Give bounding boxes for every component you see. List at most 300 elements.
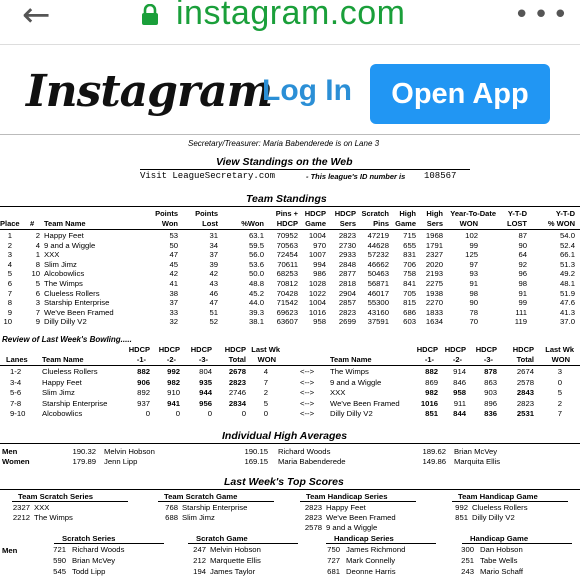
header-ytd-lost: LOST — [507, 219, 527, 228]
review-vs: <--> — [300, 398, 315, 408]
standings-cell: 2699 — [338, 317, 356, 327]
standings-cell: 45 — [169, 259, 178, 269]
team-scratch-series-score: 2327 — [12, 503, 30, 512]
standings-cell: 70952 — [276, 231, 298, 240]
review-won-b: 5 — [557, 388, 562, 398]
standings-cell: 93 — [469, 269, 478, 279]
lock-icon — [140, 4, 160, 26]
standings-cell: 7 — [35, 307, 40, 317]
header-hdcp-game-top: HDCP — [304, 209, 326, 218]
review-team-b: XXX — [330, 388, 346, 398]
review-header-g2-a: -2- — [166, 355, 176, 364]
standings-cell: 1028 — [308, 279, 326, 288]
standings-cell: 70 — [469, 317, 478, 327]
review-score-a: 882 — [137, 367, 150, 376]
standings-cell: 2933 — [338, 250, 356, 260]
review-won-b: 0 — [557, 377, 562, 387]
standings-cell: 10 — [31, 269, 40, 279]
team-hdcp-series-score: 2578 — [304, 523, 322, 532]
standings-cell: 44628 — [367, 240, 389, 250]
standings-cell: 9 — [35, 317, 40, 327]
average-bowler-name: Richard Woods — [278, 447, 331, 456]
standings-cell: 1634 — [425, 317, 443, 327]
standings-cell: 51.3 — [560, 259, 575, 269]
review-team-a: Starship Enterprise — [42, 398, 108, 408]
standings-cell: 2848 — [338, 259, 356, 269]
review-team-b: Dilly Dilly V2 — [330, 409, 373, 419]
standings-cell: 815 — [403, 298, 416, 308]
standings-cell: 8 — [35, 259, 40, 269]
open-app-button[interactable]: Open App — [370, 64, 550, 124]
review-won-a: 0 — [263, 409, 268, 419]
header-ytd-top: Year-To-Date — [450, 209, 496, 218]
review-score-b: 878 — [484, 367, 497, 376]
standings-cell: 41.3 — [560, 307, 575, 317]
team-hdcp-game-score: 992 — [455, 503, 468, 512]
standings-cell: 69623 — [276, 307, 298, 317]
login-button[interactable]: Log In — [262, 74, 352, 107]
header-points-lost-top: Points — [195, 209, 218, 218]
standings-cell: 2818 — [338, 279, 356, 288]
review-score-b: 914 — [453, 367, 466, 376]
averages-women-label: Women — [2, 457, 30, 466]
standings-cell: 655 — [403, 240, 416, 250]
men-scratch-game-title: Scratch Game — [196, 534, 248, 543]
review-header-hdcp3-b: HDCP — [475, 345, 497, 354]
men-hdcp-game-score: 251 — [461, 556, 474, 565]
average-value: 149.86 — [422, 457, 446, 466]
standings-cell: 52 — [209, 317, 218, 327]
standings-cell: 8 — [7, 298, 12, 308]
review-score-b: 2843 — [516, 388, 534, 398]
standings-cell: 70428 — [276, 288, 298, 298]
standings-cell: 48.8 — [249, 279, 264, 288]
review-score-b: 2674 — [516, 367, 534, 376]
header-hdcp-sers-top: HDCP — [334, 209, 356, 218]
standings-cell: 111 — [515, 307, 527, 317]
standings-cell: 71542 — [276, 298, 298, 308]
standings-cell: 51 — [209, 307, 218, 317]
standings-cell: 2 — [35, 231, 40, 240]
review-header-rule — [0, 365, 580, 366]
review-score-a: 0 — [145, 409, 150, 419]
standings-cell: 1016 — [308, 307, 326, 317]
review-score-b: 836 — [484, 409, 497, 419]
men-hdcp-series-name: James Richmond — [346, 545, 406, 554]
standings-cell: 5 — [35, 279, 40, 288]
review-score-a: 0 — [241, 409, 246, 419]
review-vs: <--> — [300, 409, 315, 419]
team-hdcp-game-score: 851 — [455, 513, 468, 522]
team-scratch-game-title: Team Scratch Game — [164, 492, 238, 501]
standings-cell: 3 — [35, 298, 40, 308]
standings-cell: 125 — [465, 250, 478, 260]
standings-cell: 34 — [209, 240, 218, 250]
standings-team-name: XXX — [44, 250, 60, 260]
standings-cell: 46662 — [367, 259, 389, 269]
review-header-hdcp3-a: HDCP — [190, 345, 212, 354]
standings-cell: 10 — [3, 317, 12, 327]
men-hdcp-game-name: Tabe Wells — [480, 556, 518, 565]
standings-team-name: The Wimps — [44, 279, 83, 288]
review-score-a: 0 — [175, 409, 180, 419]
review-vs: <--> — [300, 367, 315, 376]
standings-cell: 59.5 — [249, 240, 264, 250]
review-score-a: 992 — [167, 367, 180, 376]
review-score-a: 2834 — [228, 398, 246, 408]
standings-cell: 38.1 — [249, 317, 264, 327]
review-score-a: 910 — [167, 388, 180, 398]
standings-cell: 7 — [7, 288, 12, 298]
men-scratch-series-name: Todd Lipp — [72, 567, 106, 576]
standings-cell: 47219 — [367, 231, 389, 240]
standings-cell: 1004 — [308, 231, 326, 240]
review-team-a: Clueless Rollers — [42, 367, 98, 376]
standings-cell: 70812 — [276, 279, 298, 288]
review-score-b: 869 — [425, 377, 438, 387]
standings-cell: 55300 — [367, 298, 389, 308]
standings-cell: 47 — [169, 250, 178, 260]
top-men-label: Men — [2, 546, 18, 555]
standings-cell: 2327 — [425, 250, 443, 260]
standings-cell: 2904 — [338, 288, 356, 298]
document-top-border — [0, 134, 580, 135]
standings-cell: 68253 — [276, 269, 298, 279]
review-score-a: 892 — [137, 388, 150, 398]
standings-cell: 705 — [403, 288, 416, 298]
standings-cell: 50463 — [367, 269, 389, 279]
standings-cell: 48.1 — [560, 279, 575, 288]
average-value: 169.15 — [244, 457, 268, 466]
standings-cell: 47.6 — [560, 298, 575, 308]
review-score-b: 896 — [484, 398, 497, 408]
review-header-hdcp1-b: HDCP — [416, 345, 438, 354]
team-scratch-game-score: 768 — [165, 503, 178, 512]
header-pct-won: %Won — [241, 219, 264, 228]
review-score-b: 911 — [453, 398, 466, 408]
review-header-g1-b: -1- — [424, 355, 434, 364]
header-points-won: Won — [161, 219, 178, 228]
standings-cell: 3 — [7, 250, 12, 260]
review-score-b: 1016 — [420, 398, 438, 408]
average-bowler-name: Marquita Ellis — [454, 457, 501, 466]
men-hdcp-game-name: Dan Hobson — [480, 545, 523, 554]
standings-cell: 39.3 — [249, 307, 264, 317]
averages-title: Individual High Averages — [222, 430, 348, 442]
team-scratch-series-name: XXX — [34, 503, 50, 512]
standings-cell: 6 — [7, 279, 12, 288]
team-hdcp-game-name: Dilly Dilly V2 — [472, 513, 515, 522]
men-hdcp-game-name: Mario Schaff — [480, 567, 524, 576]
review-header-total-b: Total — [516, 355, 534, 364]
standings-cell: 99 — [518, 298, 527, 308]
review-score-b: 982 — [425, 388, 438, 398]
standings-cell: 2020 — [425, 259, 443, 269]
average-bowler-name: Jenn Lipp — [104, 457, 138, 466]
standings-cell: 31 — [209, 231, 218, 240]
review-score-a: 935 — [199, 377, 212, 387]
browser-url-bar — [0, 0, 580, 36]
review-score-b: 2823 — [516, 398, 534, 408]
standings-cell: 63.1 — [249, 231, 264, 240]
review-lanes: 9-10 — [10, 409, 26, 419]
standings-cell: 38 — [169, 288, 178, 298]
review-lanes: 3-4 — [10, 377, 22, 387]
standings-cell: 986 — [313, 269, 326, 279]
review-lanes: 5-6 — [10, 388, 22, 398]
men-hdcp-game-title: Handicap Game — [470, 534, 529, 543]
standings-cell: 56871 — [367, 279, 389, 288]
review-score-a: 944 — [199, 388, 212, 398]
standings-cell: 53.6 — [249, 259, 264, 269]
standings-cell: 46 — [209, 288, 218, 298]
men-hdcp-game-rule — [462, 543, 572, 544]
average-bowler-name: Maria Babenderede — [278, 457, 346, 466]
standings-cell: 37591 — [367, 317, 389, 327]
standings-cell: 706 — [403, 259, 416, 269]
men-scratch-game-rule — [188, 543, 298, 544]
standings-cell: 49.2 — [560, 269, 575, 279]
standings-cell: 54.0 — [560, 231, 575, 240]
men-scratch-series-rule — [54, 543, 164, 544]
average-value: 190.32 — [72, 447, 96, 456]
standings-cell: 37 — [209, 250, 218, 260]
visit-text: Visit LeagueSecretary.com — [140, 171, 276, 181]
men-scratch-game-name: Melvin Hobson — [210, 545, 261, 554]
review-score-b: 851 — [425, 409, 438, 419]
standings-cell: 2730 — [338, 240, 356, 250]
standings-cell: 1833 — [425, 307, 443, 317]
review-team-a: Slim Jimz — [42, 388, 75, 398]
standings-cell: 98 — [469, 288, 478, 298]
review-header-team-b: Team Name — [330, 355, 372, 364]
league-id: 108567 — [424, 171, 457, 181]
review-score-b: 846 — [453, 377, 466, 387]
standings-cell: 42 — [209, 269, 218, 279]
standings-cell: 53 — [169, 231, 178, 240]
review-team-b: The Wimps — [330, 367, 369, 376]
team-standings-title: Team Standings — [246, 193, 327, 205]
standings-cell: 2193 — [425, 269, 443, 279]
standings-cell: 4 — [35, 240, 40, 250]
team-hdcp-series-rule — [300, 501, 416, 502]
standings-cell: 51.9 — [560, 288, 575, 298]
men-hdcp-series-score: 727 — [327, 556, 340, 565]
team-scratch-series-name: The Wimps — [34, 513, 73, 522]
header-scratch-top: Scratch — [361, 209, 389, 218]
header-ytd-lost-top: Y-T-D — [507, 209, 527, 218]
standings-cell: 2270 — [425, 298, 443, 308]
standings-cell: 686 — [403, 307, 416, 317]
review-score-b: 958 — [453, 388, 466, 398]
review-team-b: 9 and a Wiggle — [330, 377, 382, 387]
standings-team-name: Happy Feet — [44, 231, 84, 240]
standings-cell: 47 — [209, 298, 218, 308]
standings-cell: 78 — [469, 307, 478, 317]
standings-header-rule — [0, 229, 580, 230]
review-header-hdcp-total-b: HDCP — [512, 345, 534, 354]
team-hdcp-series-title: Team Handicap Series — [306, 492, 388, 501]
standings-cell: 1938 — [425, 288, 443, 298]
average-value: 179.89 — [72, 457, 96, 466]
team-scratch-game-score: 688 — [165, 513, 178, 522]
review-header-total-a: Total — [228, 355, 246, 364]
team-hdcp-game-rule — [452, 501, 568, 502]
standings-cell: 96 — [518, 269, 527, 279]
standings-cell: 2823 — [338, 231, 356, 240]
league-id-label: - This league's ID number is — [306, 172, 406, 181]
review-title: Review of Last Week's Bowling..... — [2, 335, 132, 344]
top-scores-title: Last Week's Top Scores — [224, 476, 344, 488]
averages-rule — [0, 443, 580, 444]
review-header-hdcp2-a: HDCP — [158, 345, 180, 354]
header-team-name: Team Name — [44, 219, 86, 228]
men-hdcp-series-name: Mark Connelly — [346, 556, 396, 565]
men-hdcp-game-score: 243 — [461, 567, 474, 576]
header-place: Place — [0, 219, 20, 228]
standings-team-name: Dilly Dilly V2 — [44, 317, 87, 327]
men-hdcp-series-score: 750 — [327, 545, 340, 554]
header-pins-hdcp-top: Pins + — [275, 209, 298, 218]
men-hdcp-series-title: Handicap Series — [334, 534, 394, 543]
header-hdcp-game: Game — [305, 219, 326, 228]
team-hdcp-series-name: 9 and a Wiggle — [326, 523, 378, 532]
review-header-team-a: Team Name — [42, 355, 84, 364]
standings-team-name: Slim Jimz — [44, 259, 77, 269]
team-hdcp-series-name: Happy Feet — [326, 503, 366, 512]
standings-cell: 97 — [469, 259, 478, 269]
review-won-a: 2 — [263, 388, 268, 398]
secretary-note: Secretary/Treasurer: Maria Babenderede is on Lane 3 — [188, 139, 380, 148]
standings-cell: 32 — [169, 317, 178, 327]
standings-cell: 5 — [7, 269, 12, 279]
header-ytd-pct-top: Y-T-D — [555, 209, 575, 218]
standings-cell: 98 — [518, 279, 527, 288]
standings-cell: 90 — [469, 298, 478, 308]
standings-team-name: Clueless Rollers — [44, 288, 100, 298]
standings-team-name: Starship Enterprise — [44, 298, 110, 308]
review-header-lastwk-a: Last Wk — [251, 345, 280, 354]
men-scratch-game-score: 212 — [193, 556, 206, 565]
standings-cell: 2823 — [338, 307, 356, 317]
men-scratch-series-score: 590 — [53, 556, 66, 565]
back-arrow-icon[interactable]: ← — [22, 0, 51, 35]
men-scratch-series-title: Scratch Series — [62, 534, 116, 543]
standings-cell: 52.4 — [560, 240, 575, 250]
header-ytd-pct-won: % WON — [547, 219, 575, 228]
standings-cell: 99 — [469, 240, 478, 250]
review-header-g2-b: -2- — [452, 355, 462, 364]
header-high-sers-top: High — [426, 209, 443, 218]
review-header-g3-a: -3- — [198, 355, 208, 364]
review-header-won-b: WON — [551, 355, 570, 364]
header-high-game: Game — [395, 219, 416, 228]
men-hdcp-series-rule — [326, 543, 436, 544]
header-scratch-pins: Pins — [373, 219, 389, 228]
team-hdcp-series-score: 2823 — [304, 503, 322, 512]
men-hdcp-series-name: Deonne Harris — [346, 567, 396, 576]
standings-cell: 37 — [169, 298, 178, 308]
review-score-a: 941 — [167, 398, 180, 408]
team-scratch-series-score: 2212 — [12, 513, 30, 522]
men-scratch-game-score: 194 — [193, 567, 206, 576]
averages-men-label: Men — [2, 447, 18, 456]
header-points-lost: Lost — [202, 219, 218, 228]
standings-cell: 56.0 — [249, 250, 264, 260]
standings-cell: 603 — [403, 317, 416, 327]
review-score-b: 903 — [484, 388, 497, 398]
standings-cell: 1 — [7, 231, 12, 240]
instagram-logo[interactable]: Instagram — [26, 66, 273, 117]
standings-cell: 64 — [518, 250, 527, 260]
review-score-a: 2746 — [228, 388, 246, 398]
review-header-lastwk-b: Last Wk — [545, 345, 574, 354]
men-scratch-game-name: James Taylor — [210, 567, 256, 576]
review-score-a: 956 — [199, 398, 212, 408]
standings-cell: 39 — [209, 259, 218, 269]
standings-cell: 43160 — [367, 307, 389, 317]
review-score-a: 906 — [137, 377, 150, 387]
standings-cell: 970 — [313, 240, 326, 250]
header-ytd-won: WON — [459, 219, 478, 228]
more-vert-icon[interactable]: ••• — [514, 0, 573, 30]
review-header-hdcp2-b: HDCP — [444, 345, 466, 354]
average-value: 190.15 — [244, 447, 268, 456]
standings-cell: 1004 — [308, 298, 326, 308]
standings-cell: 70611 — [277, 259, 298, 269]
standings-cell: 119 — [514, 317, 527, 327]
standings-cell: 42 — [169, 269, 178, 279]
standings-cell: 6 — [35, 288, 40, 298]
standings-cell: 91 — [469, 279, 478, 288]
team-hdcp-game-title: Team Handicap Game — [458, 492, 538, 501]
review-won-a: 4 — [263, 367, 268, 376]
standings-cell: 1022 — [308, 288, 326, 298]
review-header-won-a: WON — [257, 355, 276, 364]
review-score-a: 937 — [137, 398, 150, 408]
men-hdcp-game-score: 300 — [461, 545, 474, 554]
header-points-won-top: Points — [155, 209, 178, 218]
standings-cell: 758 — [403, 269, 416, 279]
review-header-g1-a: -1- — [136, 355, 146, 364]
standings-cell: 43 — [209, 279, 218, 288]
standings-cell: 1 — [35, 250, 40, 260]
review-score-b: 2531 — [516, 409, 534, 419]
standings-cell: 44.0 — [249, 298, 264, 308]
standings-cell: 87 — [518, 231, 527, 240]
review-vs: <--> — [300, 388, 315, 398]
standings-cell: 72454 — [276, 250, 298, 260]
url-text[interactable]: instagram.com — [176, 0, 406, 32]
standings-cell: 2 — [7, 240, 12, 250]
standings-cell: 41 — [169, 279, 178, 288]
review-won-b: 2 — [557, 398, 562, 408]
review-lanes: 7-8 — [10, 398, 22, 408]
standings-cell: 91 — [518, 288, 527, 298]
men-scratch-series-name: Brian McVey — [72, 556, 116, 565]
review-score-b: 844 — [453, 409, 466, 419]
team-hdcp-series-score: 2823 — [304, 513, 322, 522]
review-header-lanes: Lanes — [6, 355, 28, 364]
standings-cell: 1007 — [308, 250, 326, 260]
review-score-a: 2678 — [228, 367, 246, 376]
standings-cell: 66.1 — [560, 250, 575, 260]
top-scores-rule — [0, 489, 580, 490]
instagram-header — [0, 48, 580, 134]
average-value: 189.62 — [422, 447, 446, 456]
standings-team-name: We've Been Framed — [44, 307, 114, 317]
men-scratch-series-name: Richard Woods — [72, 545, 125, 554]
